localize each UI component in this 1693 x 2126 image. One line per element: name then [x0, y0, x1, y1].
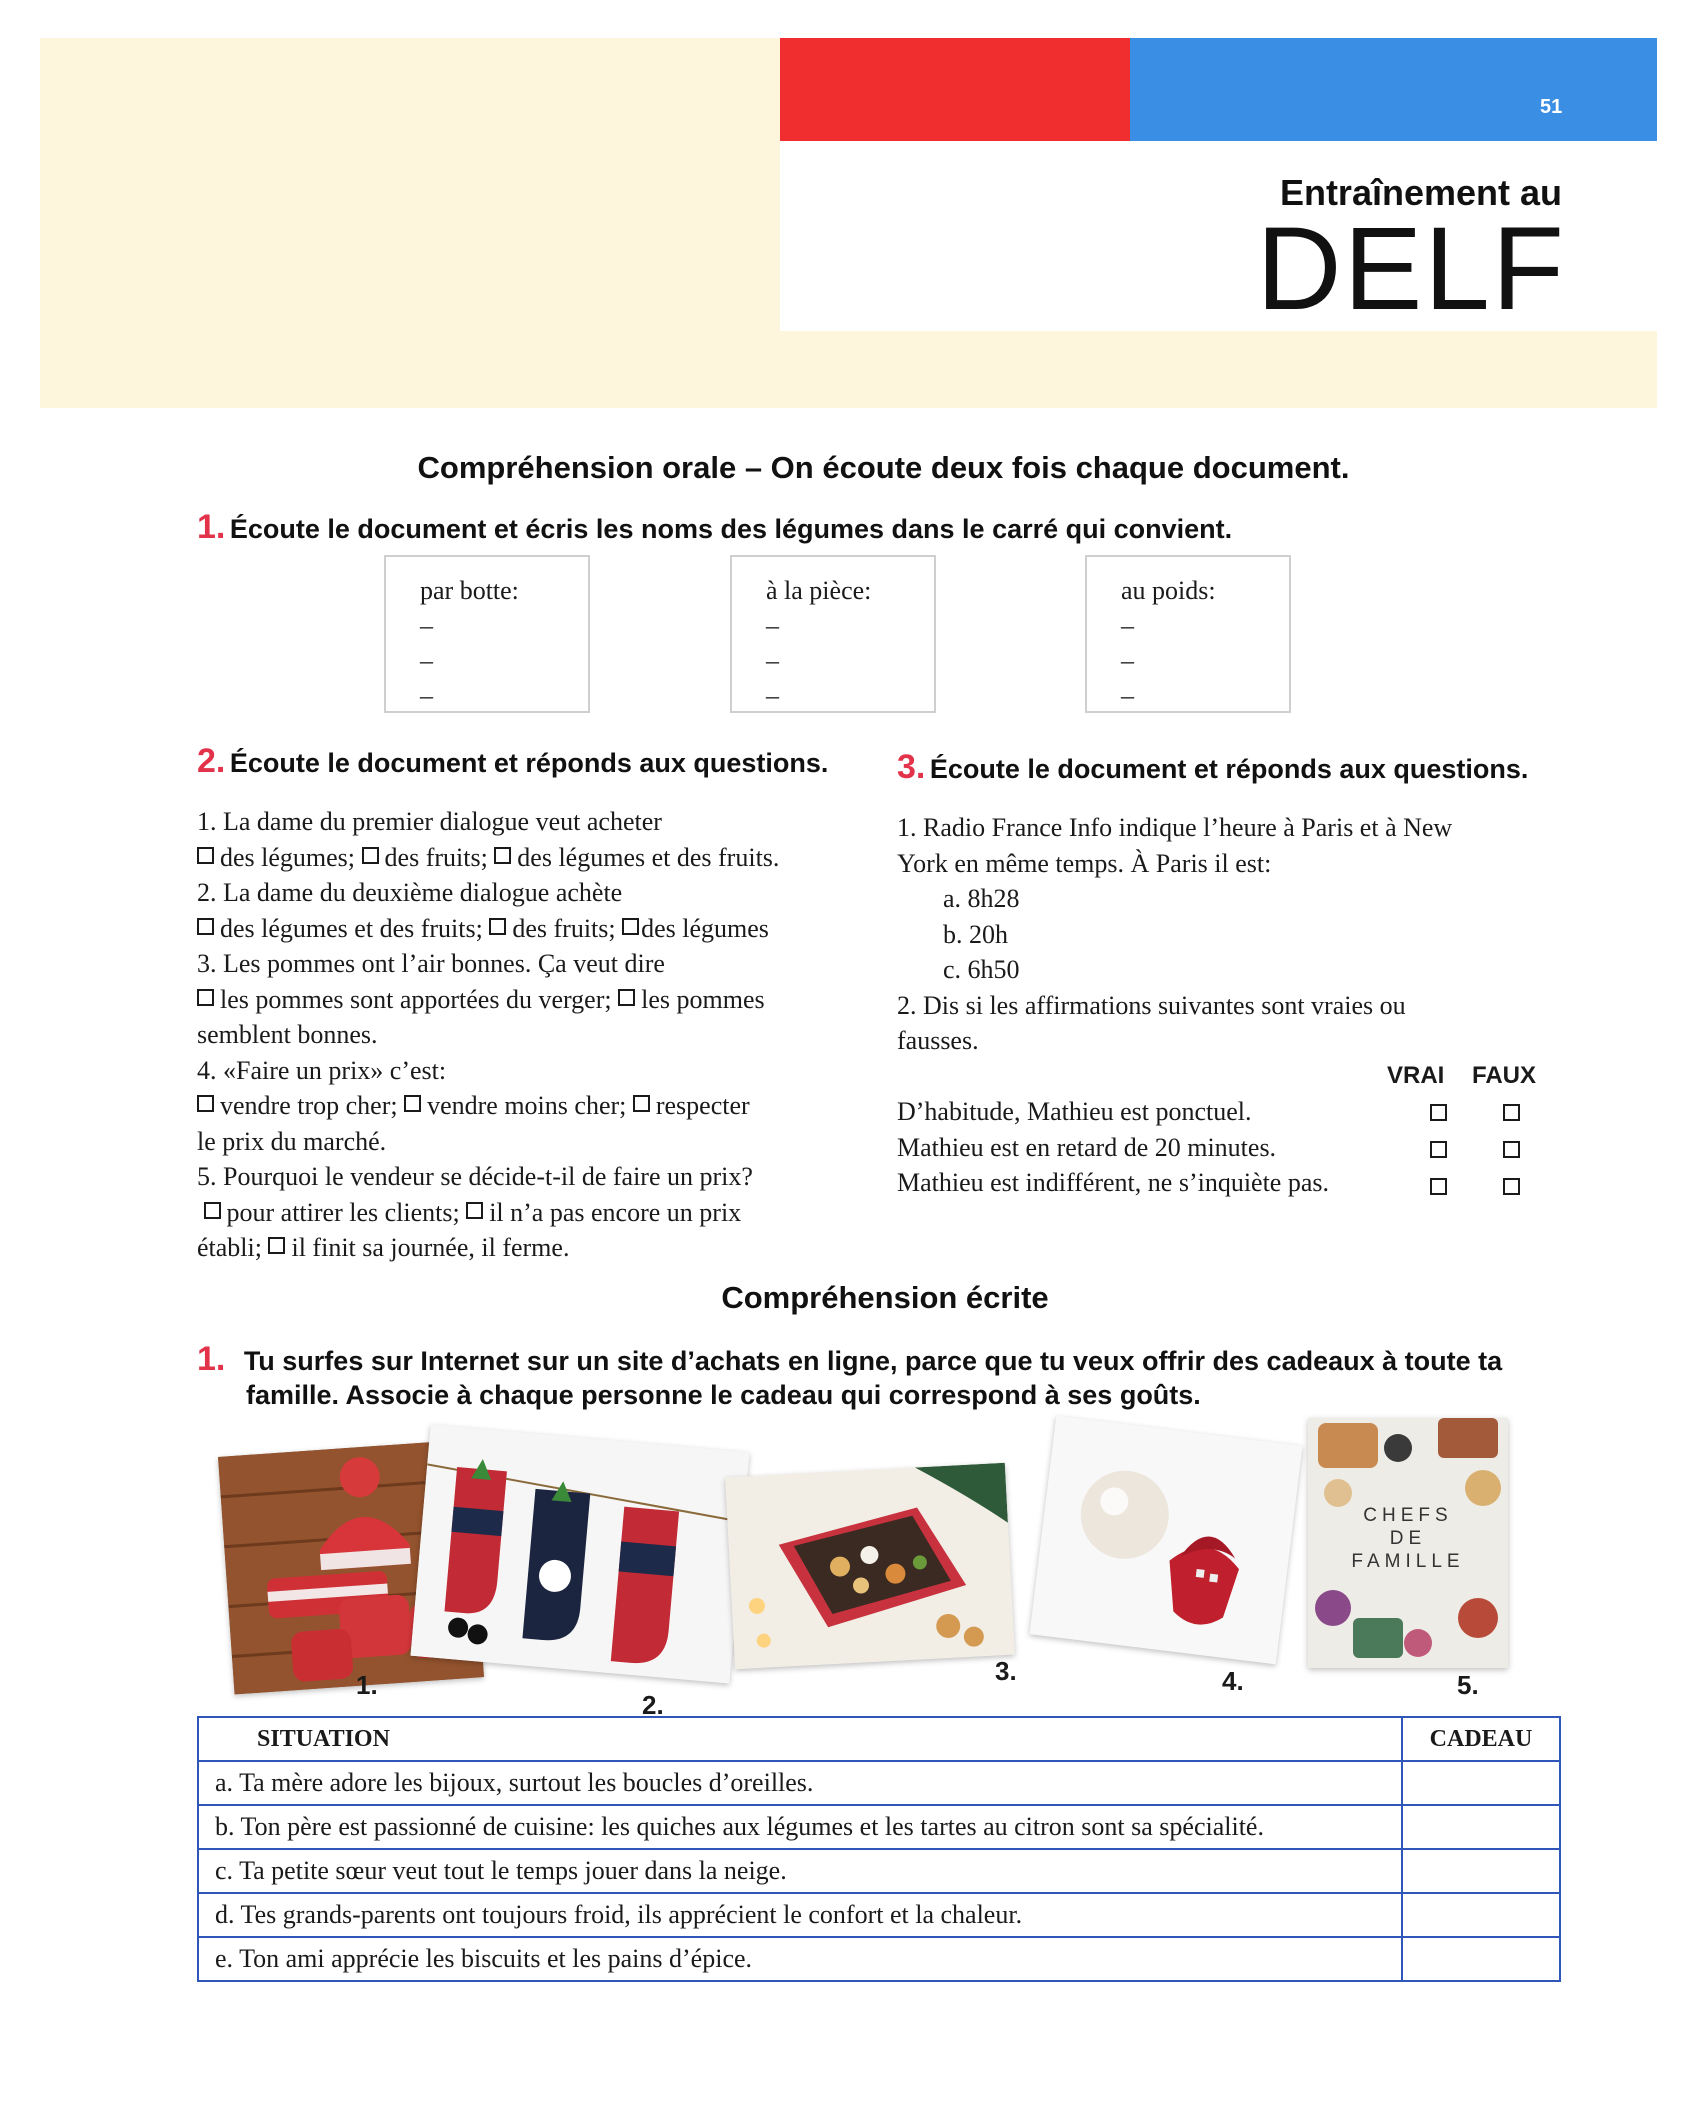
- gift-cell[interactable]: [1402, 1849, 1560, 1893]
- statement: D’habitude, Mathieu est ponctuel.: [897, 1097, 1252, 1126]
- checkbox[interactable]: [489, 918, 506, 935]
- box-label: par botte:: [420, 576, 519, 605]
- option-a[interactable]: a. 8h28: [943, 884, 1020, 913]
- situation-cell: e. Ton ami apprécie les biscuits et les pains d’épice.: [198, 1937, 1402, 1981]
- question-text: 1. La dame du premier dialogue veut acheter: [197, 807, 662, 836]
- instruction-text: famille. Associe à chaque personne le cadeau qui correspond à ses goûts.: [246, 1380, 1201, 1410]
- exercise-number: 3.: [897, 748, 926, 786]
- checkbox-false-3[interactable]: [1503, 1178, 1520, 1195]
- statement: Mathieu est indifférent, ne s’inquiète pas.: [897, 1168, 1330, 1197]
- header-gift: CADEAU: [1402, 1717, 1560, 1761]
- gift-image-cookbook[interactable]: [1308, 1418, 1508, 1668]
- written-ex1-instruction: [197, 1340, 1502, 1379]
- situation-cell: a. Ta mère adore les bijoux, surtout les boucles d’oreilles.: [198, 1761, 1402, 1805]
- checkbox[interactable]: [633, 1095, 650, 1112]
- situation-table: [197, 1716, 1561, 1982]
- question-text: 5. Pourquoi le vendeur se décide-t-il de faire un prix?: [197, 1162, 753, 1191]
- exercise-number: 1.: [197, 1340, 226, 1378]
- option-c[interactable]: c. 6h50: [943, 955, 1020, 984]
- table-row: [198, 1849, 1560, 1893]
- gift-image-socks[interactable]: [410, 1424, 749, 1683]
- box-label: au poids:: [1121, 576, 1216, 605]
- oral-ex2-instruction: [197, 742, 828, 781]
- written-heading: Compréhension écrite: [721, 1280, 1049, 1315]
- ring-box-illustration: [1030, 1416, 1303, 1665]
- oral-heading: Compréhension orale – On écoute deux fois chaque document.: [417, 450, 1350, 485]
- header-title: DELF: [1256, 203, 1566, 335]
- option-b[interactable]: b. 20h: [943, 919, 1008, 949]
- options-line: établi; il finit sa journée, il ferme.: [197, 1233, 570, 1262]
- question-text: 2. Dis si les affirmations suivantes sont vraies ou: [897, 990, 1406, 1020]
- cookie-tin-illustration: [725, 1463, 1015, 1669]
- answer-box-bunch[interactable]: [384, 555, 590, 713]
- checkbox-true-2[interactable]: [1430, 1141, 1447, 1158]
- statement: Mathieu est en retard de 20 minutes.: [897, 1132, 1277, 1162]
- answer-box-weight[interactable]: [1085, 555, 1291, 713]
- instruction-text: Écoute le document et réponds aux questions.: [929, 754, 1529, 784]
- image-label-2: 2.: [642, 1690, 664, 1720]
- gift-cell[interactable]: [1402, 1761, 1560, 1805]
- false-checkboxes: [1503, 1104, 1526, 1195]
- options-line: semblent bonnes.: [197, 1020, 378, 1049]
- table-row: [198, 1761, 1560, 1805]
- box-line: –: [1121, 646, 1134, 675]
- socks-illustration: [410, 1424, 749, 1683]
- table-row: [198, 1893, 1560, 1937]
- box-line: –: [1121, 611, 1134, 640]
- gift-cell[interactable]: [1402, 1937, 1560, 1981]
- instruction-text: Écoute le document et écris les noms des légumes dans le carré qui convient.: [229, 514, 1233, 544]
- checkbox[interactable]: [622, 918, 639, 935]
- answer-box-piece[interactable]: [730, 555, 936, 713]
- box-label: à la pièce:: [766, 576, 872, 605]
- box-line: –: [420, 646, 433, 675]
- checkbox-true-3[interactable]: [1430, 1178, 1447, 1195]
- box-line: –: [420, 681, 433, 710]
- checkbox[interactable]: [197, 918, 214, 935]
- box-line: –: [420, 611, 433, 640]
- gift-cell[interactable]: [1402, 1893, 1560, 1937]
- box-line: –: [766, 681, 779, 710]
- table-header: [198, 1717, 1560, 1761]
- question-text: 4. «Faire un prix» c’est:: [197, 1055, 447, 1085]
- table-row: [198, 1805, 1560, 1849]
- true-checkboxes: [1430, 1104, 1453, 1195]
- page-number: 51: [1540, 96, 1563, 118]
- header-blue-block: [1130, 38, 1657, 141]
- situation-cell: b. Ton père est passionné de cuisine: les quiches aux légumes et les tartes au citron sont sa spécialité.: [198, 1805, 1402, 1849]
- gift-cell[interactable]: [1402, 1805, 1560, 1849]
- checkbox-false-1[interactable]: [1503, 1104, 1520, 1121]
- box-line: –: [766, 611, 779, 640]
- image-label-5: 5.: [1457, 1670, 1479, 1700]
- checkbox[interactable]: [197, 847, 214, 864]
- col-true: VRAI: [1387, 1062, 1445, 1089]
- true-false-statements: [897, 1094, 1329, 1201]
- options-line: des légumes et des fruits; des fruits; des légumes: [197, 911, 877, 947]
- question-text: 2. La dame du deuxième dialogue achète: [197, 878, 623, 907]
- oral-ex2-questions: [197, 804, 877, 1266]
- gift-image-ring-box[interactable]: [1030, 1416, 1303, 1665]
- question-text: York en même temps. À Paris il est:: [897, 848, 1272, 878]
- oral-ex1-instruction: [197, 508, 1232, 547]
- instruction-text: Tu surfes sur Internet sur un site d’achats en ligne, parce que tu veux offrir des cadeaux à toute ta: [243, 1346, 1503, 1376]
- gift-image-cookie-tin[interactable]: [725, 1463, 1015, 1669]
- image-label-3: 3.: [995, 1656, 1017, 1686]
- cookbook-title: CHEFS DE FAMILLE: [1351, 1505, 1465, 1572]
- checkbox[interactable]: [204, 1202, 221, 1219]
- checkbox[interactable]: [466, 1202, 483, 1219]
- exercise-number: 1.: [197, 508, 226, 546]
- box-line: –: [1121, 681, 1134, 710]
- box-line: –: [766, 646, 779, 675]
- checkbox[interactable]: [618, 989, 635, 1006]
- checkbox-false-2[interactable]: [1503, 1141, 1520, 1158]
- col-false: FAUX: [1472, 1062, 1537, 1089]
- question-text: 3. Les pommes ont l’air bonnes. Ça veut dire: [197, 949, 665, 978]
- checkbox[interactable]: [268, 1237, 285, 1254]
- options-line: les pommes sont apportées du verger; les pommes: [197, 982, 877, 1018]
- options-line: pour attirer les clients; il n’a pas encore un prix: [197, 1195, 877, 1231]
- checkbox[interactable]: [197, 989, 214, 1006]
- checkbox-true-1[interactable]: [1430, 1104, 1447, 1121]
- options-line: des légumes; des fruits; des légumes et des fruits.: [197, 840, 877, 876]
- situation-cell: c. Ta petite sœur veut tout le temps jouer dans la neige.: [198, 1849, 1402, 1893]
- question-text: fausses.: [897, 1026, 979, 1055]
- header-red-block: [780, 38, 1130, 141]
- image-label-4: 4.: [1222, 1666, 1244, 1696]
- instruction-text: Écoute le document et réponds aux questions.: [229, 748, 829, 778]
- checkbox[interactable]: [494, 847, 511, 864]
- options-line: vendre trop cher; vendre moins cher; respecter: [197, 1088, 877, 1124]
- exercise-number: 2.: [197, 742, 226, 780]
- checkbox[interactable]: [197, 1095, 214, 1112]
- table-row: [198, 1937, 1560, 1981]
- options-line: le prix du marché.: [197, 1126, 387, 1156]
- checkbox[interactable]: [362, 847, 379, 864]
- question-text: 1. Radio France Info indique l’heure à Paris et à New: [897, 813, 1453, 842]
- header-subtitle: Entraînement au: [1279, 172, 1562, 213]
- image-label-1: 1.: [356, 1670, 378, 1700]
- header-situation: SITUATION: [198, 1717, 1402, 1761]
- oral-ex3-instruction: [897, 748, 1528, 787]
- oral-ex3-questions: [897, 810, 1577, 1059]
- checkbox[interactable]: [404, 1095, 421, 1112]
- situation-cell: d. Tes grands-parents ont toujours froid, ils apprécient le confort et la chaleur.: [198, 1893, 1402, 1937]
